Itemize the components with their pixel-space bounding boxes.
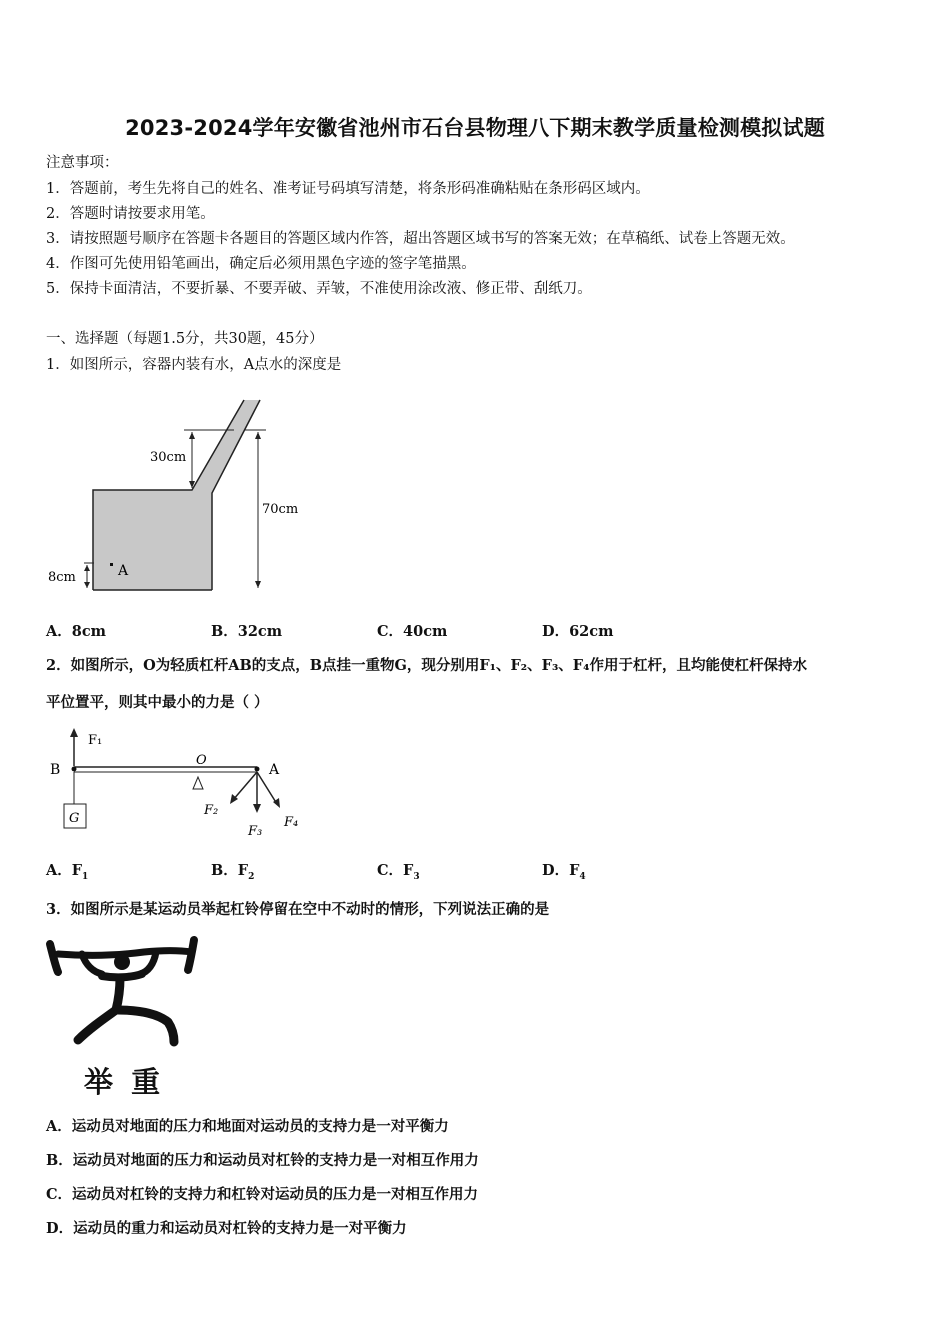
label-f2: F₂ (204, 803, 219, 818)
q2-option-c: C．$F_3$ (377, 862, 420, 882)
q1-stem: 1．如图所示，容器内装有水，A点水的深度是 (46, 357, 342, 373)
notice-item: 2．答题时请按要求用笔。 (46, 206, 215, 222)
water-fill (93, 400, 260, 590)
q2-stem-line1: 2．如图所示，O为轻质杠杆AB的支点，B点挂一重物G，现分别用F₁、F₂、F₃、F₄作用于杠杆，且均能使杠杆保持水 (46, 657, 807, 674)
notice-item: 3．请按照题号顺序在答题卡各题目的答题区域内作答，超出答题区域书写的答案无效；在草稿纸、试卷上答题无效。 (46, 231, 795, 247)
label-8cm: 8cm (48, 570, 76, 585)
notice-item: 5．保持卡面清洁，不要折暴、不要弄破、弄皱，不准使用涂改液、修正带、刮纸刀。 (46, 281, 592, 297)
q1-option-d: D．62cm (542, 623, 614, 640)
notice-item: 1．答题前，考生先将自己的姓名、准考证号码填写清楚，将条形码准确粘贴在条形码区域内。 (46, 181, 650, 197)
q3-stem: 3．如图所示是某运动员举起杠铃停留在空中不动时的情形，下列说法正确的是 (46, 901, 550, 918)
label-f1: F₁ (88, 733, 103, 748)
q1-container-figure (44, 395, 314, 600)
label-f3: F₃ (248, 824, 263, 839)
notice-heading: 注意事项： (46, 155, 119, 171)
notice-item: 4．作图可先使用铅笔画出，确定后必须用黑色字迹的签字笔描黑。 (46, 256, 476, 272)
q2-option-b: B．$F_2$ (211, 862, 255, 882)
label-o: O (196, 753, 207, 768)
q2-lever-figure (44, 722, 306, 844)
label-70cm: 70cm (262, 502, 299, 517)
q3-option-a: A．运动员对地面的压力和地面对运动员的支持力是一对平衡力 (46, 1118, 449, 1135)
q2-stem-line2: 平位置平，则其中最小的力是（ ） (46, 694, 269, 711)
q1-option-a: A．8cm (46, 623, 107, 640)
label-g: G (69, 811, 80, 826)
figure-caption: 举 重 (84, 1065, 165, 1099)
point-a (110, 563, 113, 566)
q2-option-d: D．$F_4$ (542, 862, 586, 882)
weightlifter-pictogram (44, 930, 204, 1050)
label-b: B (50, 762, 61, 778)
label-f4: F₄ (284, 815, 299, 830)
section-heading: 一、选择题（每题1.5分，共30题，45分） (46, 331, 324, 347)
q3-option-c: C．运动员对杠铃的支持力和杠铃对运动员的压力是一对相互作用力 (46, 1186, 479, 1203)
label-a: A (269, 762, 280, 778)
page-title: 2023-2024学年安徽省池州市石台县物理八下期末教学质量检测模拟试题 (125, 116, 825, 140)
label-30cm: 30cm (150, 450, 187, 465)
q3-option-d: D．运动员的重力和运动员对杠铃的支持力是一对平衡力 (46, 1220, 407, 1237)
label-a: A (118, 563, 129, 579)
q1-option-b: B．32cm (211, 623, 283, 640)
q2-option-a: A．$F_1$ (46, 862, 89, 882)
q3-option-b: B．运动员对地面的压力和运动员对杠铃的支持力是一对相互作用力 (46, 1152, 479, 1169)
q1-option-c: C．40cm (377, 623, 448, 640)
